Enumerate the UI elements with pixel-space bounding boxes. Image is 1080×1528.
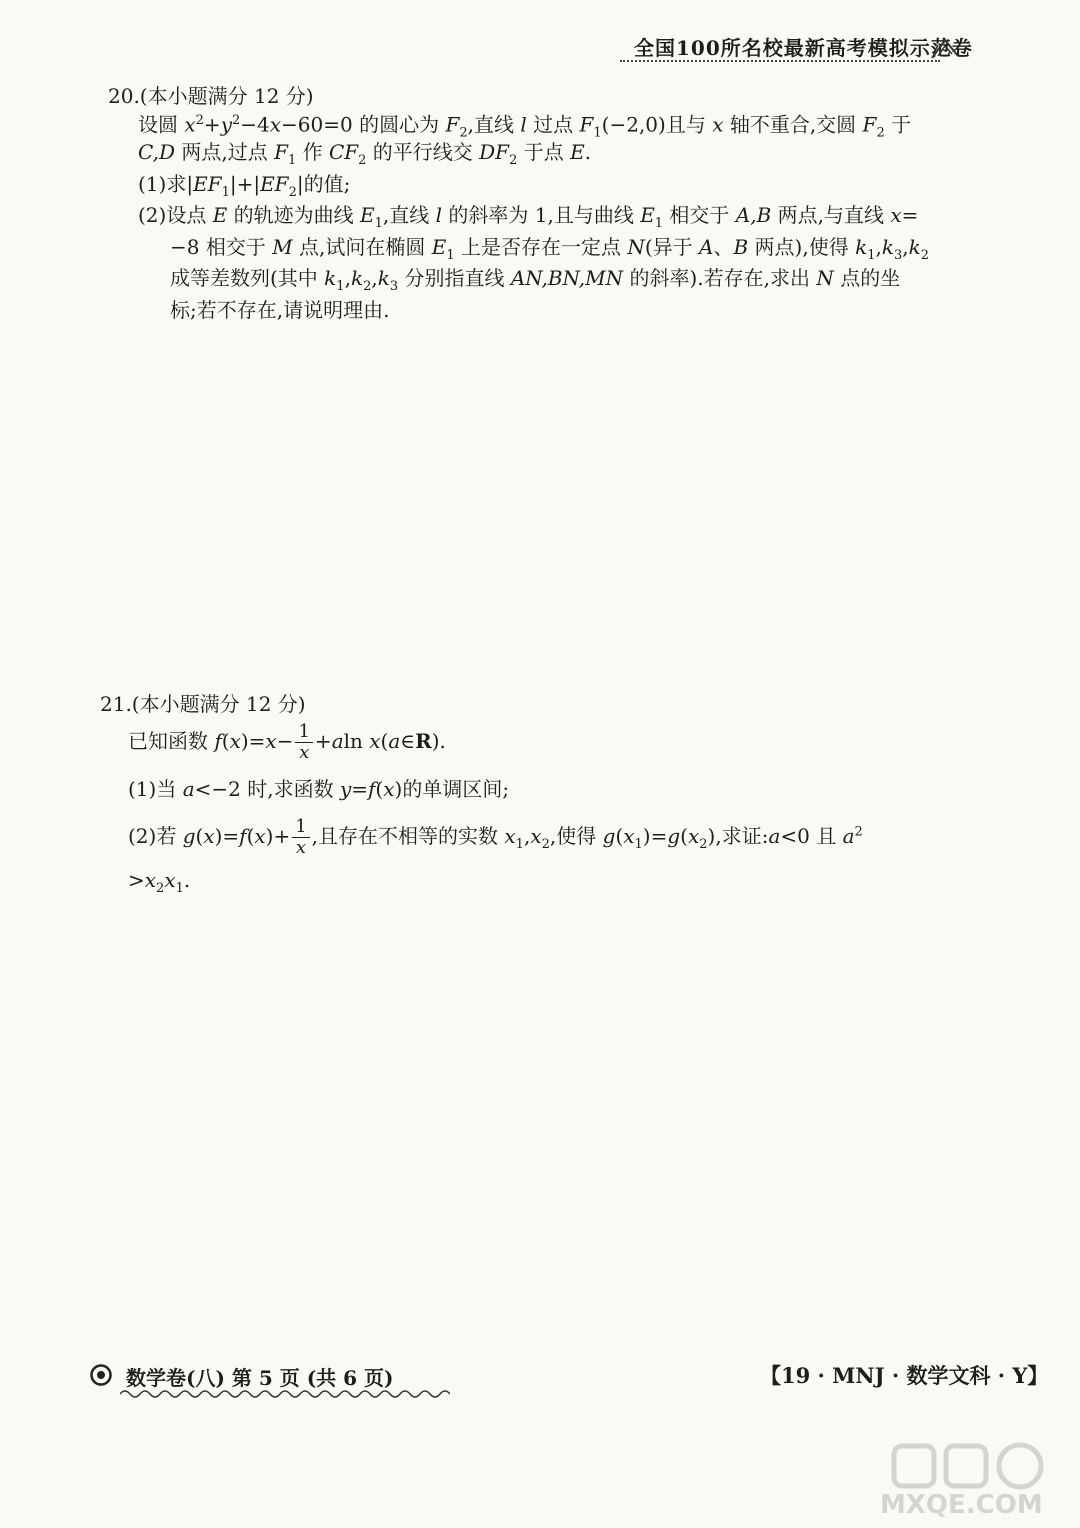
footer-page-info: 数学卷(八) 第 5 页 (共 6 页) bbox=[126, 1366, 394, 1390]
footer-left bbox=[90, 1360, 450, 1400]
fraction-one-over-x-2: $\frac{1}{x}$ bbox=[292, 817, 309, 858]
roof-corner-icon bbox=[930, 34, 960, 60]
question-20-part-2-line-3: 成等差数列(其中 $k_1,k_2,k_3$ 分别指直线 AN,BN,MN 的斜率).若存在,求出 N 点的坐 bbox=[170, 266, 901, 294]
fraction-one-over-x: $\frac{1}{x}$ bbox=[295, 722, 312, 763]
question-21-title: 21.(本小题满分 12 分) bbox=[100, 692, 306, 716]
question-20-line-2: C,D 两点,过点 $F_1$ 作 $CF_2$ 的平行线交 $DF_2$ 于点 E. bbox=[138, 140, 592, 168]
question-21-part-1: (1)当 a<−2 时,求函数 y=f(x)的单调区间; bbox=[128, 777, 510, 801]
header-rule bbox=[620, 60, 940, 62]
question-20-part-2-line-4: 标;若不存在,请说明理由. bbox=[170, 298, 390, 322]
question-20-part-2-line-1: (2)设点 E 的轨迹为曲线 $E_1$,直线 l 的斜率为 1,且与曲线 $E_1$ 相交于 A,B 两点,与直线 x= bbox=[138, 203, 919, 231]
header-title: 全国100所名校最新高考模拟示范卷 bbox=[634, 36, 973, 60]
circle-logo-icon bbox=[90, 1364, 112, 1386]
watermark-logo-icon bbox=[890, 1440, 1050, 1492]
watermark-text: MXQE.COM bbox=[880, 1490, 1043, 1520]
question-20-part-2-line-2: −8 相交于 M 点,试问在椭圆 $E_1$ 上是否存在一定点 N(异于 A、B 两点),使得 $k_1,k_3,k_2$ bbox=[170, 235, 930, 263]
wavy-underline bbox=[120, 1388, 450, 1400]
question-21-part-2-line-2: $>x_2x_1$. bbox=[128, 868, 191, 896]
question-20-line-1: 设圆 $x^2+y^2-4x-60=0$ 的圆心为 $F_2$,直线 l 过点 $F_1(-2,0)$且与 x 轴不重合,交圆 $F_2$ 于 bbox=[138, 112, 912, 141]
watermark bbox=[770, 1440, 1070, 1520]
question-21-part-2-line-1: (2)若 g(x)=f(x)+ $\frac{1}{x}$ ,且存在不相等的实数 $x_1,x_2$,使得 $g(x_1)=g(x_2)$,求证:a<0 且 $a^2$ bbox=[128, 816, 863, 858]
question-21-line-1: 已知函数 f(x)=x− $\frac{1}{x}$ +aln x(a∈R). bbox=[128, 721, 446, 763]
question-20-title: 20.(本小题满分 12 分) bbox=[108, 84, 314, 108]
footer-code: 【19 · MNJ · 数学文科 · Y】 bbox=[760, 1363, 1049, 1388]
question-20-part-1: (1)求$|EF_1|+|EF_2|$的值; bbox=[138, 172, 351, 200]
page-header bbox=[590, 30, 973, 70]
